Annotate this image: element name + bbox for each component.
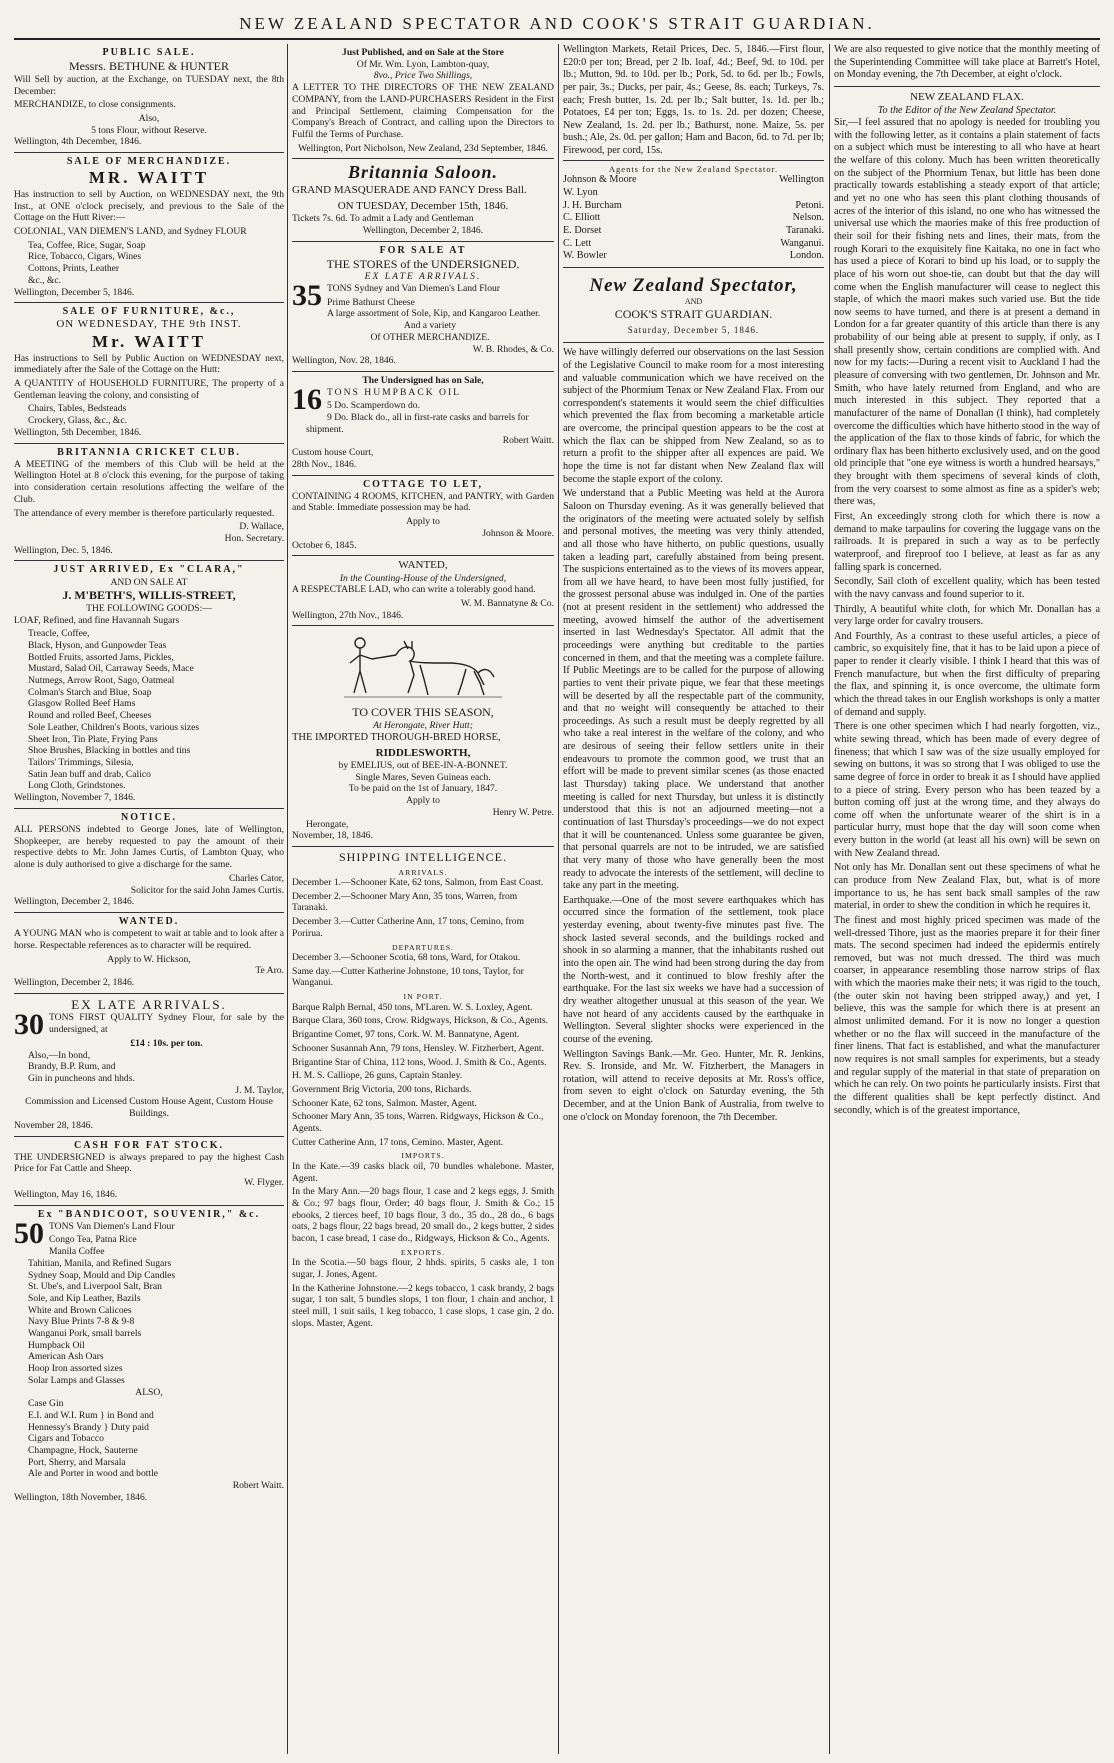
shipping-entry: Brigantine Star of China, 112 tons, Wood. J. Smith & Co., Agents. <box>292 1056 547 1068</box>
list-item: Sydney Soap, Mould and Dip Candles <box>28 1269 176 1281</box>
agent-row <box>563 200 824 213</box>
list-item: Hennessy's Brandy } Duty paid <box>28 1421 149 1433</box>
quantity-number: 35 <box>292 279 322 313</box>
list-item: American Ash Oars <box>28 1351 104 1363</box>
ad-text: Will Sell by auction, at the Exchange, on TUESDAY next, the 8th December: <box>14 73 284 97</box>
ad-subheading: AND ON SALE AT <box>110 576 188 588</box>
ad-text: A YOUNG MAN who is competent to wait at table and to look after a horse. Respectable references as to character will be required. <box>14 928 284 951</box>
auctioneer: MR. WAITT <box>88 168 210 188</box>
ad-merchandize-sale <box>14 153 284 303</box>
letter-paragraph: Secondly, Sail cloth of excellent quality, which has been tested with the navy canvass and found superior to it. <box>834 576 1100 600</box>
ad-furniture-sale <box>14 303 284 443</box>
ad-date: November, 18, 1846. <box>292 830 373 842</box>
ad-heading: BRITANNIA CRICKET CLUB. <box>57 446 241 458</box>
list-item: Tea, Coffee, Rice, Sugar, Soap <box>28 239 146 251</box>
list-item: Sole Leather, Children's Boots, various sizes <box>28 721 200 733</box>
ad-heading: PUBLIC SALE. <box>102 47 196 58</box>
list-item: Prime Bathurst Cheese <box>327 296 415 308</box>
ad-date: Wellington, 18th November, 1846. <box>14 1491 148 1503</box>
list-item: Also,—In bond, <box>28 1049 91 1061</box>
store-name: J. M'BETH'S, WILLIS-STREET, <box>62 588 236 603</box>
ad-subheading: ON WEDNESDAY, THE 9th INST. <box>56 318 242 331</box>
shipping-entry: Government Brig Victoria, 200 tons, Richards. <box>292 1083 472 1095</box>
ad-text: A RESPECTABLE LAD, who can write a tolerably good hand. <box>292 584 536 596</box>
list-item: E.I. and W.I. Rum } in Bond and <box>28 1409 154 1421</box>
ad-text: TONS Van Diemen's Land Flour <box>49 1220 175 1232</box>
column-rule <box>287 44 288 1754</box>
item-list <box>14 403 284 426</box>
list-item: Crockery, Glass, &c., &c. <box>28 415 128 427</box>
horse-and-groom-illustration <box>338 633 508 701</box>
letter-paragraph: Sir,—I feel assured that no apology is needed for troubling you with the following letter, as it contains a plain statement of facts on a subject which must be interesting to all who have at heart the welfare of this colony. Much has been written theoretically on the subject of the Phormium Tenax, but little has been done practically towards establishing a steady export of that article; and yet no one who has seen this plant clothing thousands of acres of the interior of this island, no one who has witnessed the universal use which the maories make of this free production of their soil for their fishing nets and lines, their mats, from the rough Korari to the exquisitely fine Kaitaka, no one in fact who has used a piece of Korari to bind up his load, or to supply the place of his worn out shoe-tie, can doubt but that the day will come when the English manufacturer will cease to neglect this staple, of which the maori makes such varied use. But the tide now seems to have turned, and there is at present a demand in London for a far greater quantity of this article than there is any probability of our being able at present to supply, if only, as I shall presently show, certain conditions are complied with. And now for my facts:—During a recent visit to Auckland I had the pleasure of conversing with two gentlemen, Dr. Johnson and Mr. Smith, who have lately returned from England, and who are much interested in this subject. They reported that a manufacturer of the name of Donallan (I think), had completely overcome the difficulties which have hitherto stood in the way of the application of the flax to those kinds of fabric, for which the ordinary flax has been hitherto exclusively used, and on the good old principle that "one eye witness is worth a hundred hearsays," they brought with them specimens of several kinds of cloth, from the very coarsest to some almost as fine as a spider's web; there was, <box>834 117 1100 508</box>
list-item: Satin Jean buff and drab, Calico <box>28 768 151 780</box>
ad-heading: Britannia Saloon. <box>347 162 499 183</box>
shipping-entry: H. M. S. Calliope, 26 guns, Captain Stanley. <box>292 1070 463 1082</box>
item-list <box>14 628 284 792</box>
ad-heading: The Undersigned has on Sale, <box>362 374 484 386</box>
agent-place: Wellington <box>778 174 824 186</box>
column-rule <box>829 44 830 1754</box>
ad-public-sale <box>14 44 284 153</box>
ad-heading: WANTED, <box>398 559 448 572</box>
shipping-entry: Barque Ralph Bernal, 450 tons, M'Laren. W. S. Loxley, Agent. <box>292 1001 533 1013</box>
quantity-number: 16 <box>292 382 322 416</box>
ad-subheading: Of Mr. Wm. Lyon, Lambton-quay, <box>356 58 490 70</box>
list-item: &c., &c. <box>28 274 62 286</box>
list-item: Case Gin <box>28 1398 64 1410</box>
ad-date: Wellington, May 16, 1846. <box>14 1188 118 1200</box>
column-2 <box>292 44 554 1754</box>
shipping-entry: Cutter Catherine Ann, 17 tons, Cemino. Master, Agent. <box>292 1136 504 1148</box>
list-item: Cottons, Prints, Leather <box>28 263 120 275</box>
editorial-paragraph: We have willingly deferred our observations on the last Session of the Legislative Council to make room for a most interesting and valuable communication which we have received on the subject of the Phormium Tenax or New Zealand Flax. From our correspondent's statements it would seem the chief difficulties which prevented the flax from becoming a marketable article are overcome, the principal question appears to be the cost at which the flax can be shipped from New Zealand, so as to return a profit to the shipper after all expences are paid. We hope the time is not far distant when New Zealand flax will become the staple export of the colony. <box>563 347 824 485</box>
agent-row <box>563 174 824 187</box>
price: 8vo., Price Two Shillings, <box>373 70 473 82</box>
shipping-entry: Schooner Kate, 62 tons, Salmon. Master, Agent. <box>292 1097 477 1109</box>
ad-text: Herongate, <box>306 818 349 830</box>
ad-text: by EMELIUS, out of BEE-IN-A-BONNET. <box>338 760 508 772</box>
paper-title-and: AND <box>684 297 703 307</box>
editorial-paragraph: We are also requested to give notice that the monthly meeting of the Superintending Committee will take place at Barrett's Hotel, on Monday evening, the 7th December, at eight o'clock. <box>834 44 1100 81</box>
ad-date: November 28, 1846. <box>14 1119 93 1131</box>
agent-row <box>563 250 824 263</box>
ad-heading: FOR SALE AT <box>379 244 467 256</box>
ad-date: Wellington, December 2, 1846. <box>14 896 135 908</box>
shipping-entry: December 3.—Cutter Catherine Ann, 17 tons, Cemino, from Porirua. <box>292 916 525 939</box>
ad-date: 28th Nov., 1846. <box>292 458 357 470</box>
ad-text: Custom house Court, <box>292 447 374 459</box>
list-item: Sheet Iron, Tin Plate, Frying Pans <box>28 733 158 745</box>
shipping-entry: Barque Clara, 360 tons, Crow. Ridgways, Hickson, & Co., Agents. <box>292 1015 548 1027</box>
shipping-entry: Same day.—Cutter Katherine Johnstone, 10 tons, Taylor, for Wanganui. <box>292 965 524 989</box>
ad-heading: JUST ARRIVED, Ex "CLARA," <box>53 564 245 576</box>
ad-heading: WANTED. <box>118 915 180 927</box>
ad-wanted <box>14 913 284 994</box>
list-item: A large assortment of Sole, Kip, and Kangaroo Leather. <box>327 308 541 320</box>
list-item: St. Ube's, and Liverpool Salt, Bran <box>28 1281 162 1293</box>
price: £14 : 10s. per ton. <box>130 1037 203 1049</box>
ad-subheading: THE STORES of the UNDERSIGNED. <box>326 256 520 271</box>
ad-cottage <box>292 476 554 557</box>
shipping-intelligence <box>292 847 554 1336</box>
ad-text: ALL PERSONS indebted to George Jones, late of Wellington, Shopkeeper, are hereby requested to pay the amount of their respective debts to Mr. John James Curtis, of Lambton Quay, who alone is duly authorised to give a discharge for the same. <box>14 824 284 871</box>
ad-britannia-saloon <box>292 159 554 241</box>
market-prices: Wellington Markets, Retail Prices, Dec. 5, 1846.—First flour, £20:0 per ton; Bread, per 2 lb. loaf, 4d.; Beef, 9d. to 10d. per lb.; Mutton, 9d. to 10d. per lb.; Pork, 5d. to 6d. per lb.; Fowls, per pair, 3s.; Ducks, per pair, 4s.; Geese, 8s. each; Turkeys, 7s. each; Fresh butter, 1s. 2d. per lb.; Salt butter, 1s. 1d. per lb.; Potatoes, £4 per ton; Eggs, 1s. to 1s. 2d. per dozen; Cheese, New Zealand, 1s. 2d. per lb.; Bathurst, none. Maize, 5s. per bush.; Ale, 2s. 0d. per gallon; Ham and Bacon, 6d. to 7d. per lb; Firewood, per cord, 15s. <box>563 44 824 157</box>
agent-name: W. Lyon <box>563 186 598 198</box>
letter-paragraph: And Fourthly, As a contrast to these useful articles, a piece of cambric, so exquisitely fine, that it has to be laid upon a piece of paper to render it clearly visible. I think I heard that this was of French manufacture, but when the first difficulty of preparing the flax, and spinning it, is once overcome, the ultimate form which the thread takes in our English workshops is only a matter of demand and supply. <box>834 630 1100 718</box>
list-item: Tahitian, Manila, and Refined Sugars <box>28 1257 172 1269</box>
shipping-entry: December 1.—Schooner Kate, 62 tons, Salmon, from East Coast. <box>292 877 544 889</box>
ad-clara <box>14 561 284 808</box>
item-list <box>14 240 284 287</box>
list-item: 9 Do. Black do., all in first-rate casks and barrels for shipment. <box>306 412 529 435</box>
ad-date: Wellington, Dec. 5, 1846. <box>14 544 113 556</box>
ad-cricket-club <box>14 444 284 562</box>
item-list <box>292 400 554 435</box>
ad-date: Wellington, 4th December, 1846. <box>14 136 142 148</box>
ad-text: THE IMPORTED THOROUGH-BRED HORSE, <box>292 731 501 743</box>
list-item: Bottled Fruits, assorted Jams, Pickles, <box>28 651 174 663</box>
list-item: Treacle, Coffee, <box>28 628 90 640</box>
subsection-label: IMPORTS. <box>401 1151 445 1161</box>
list-item: Long Cloth, Grindstones. <box>28 780 126 792</box>
agent-row <box>563 212 824 225</box>
ad-text: 5 tons Flour, without Reserve. <box>91 124 207 136</box>
quantity-number: 50 <box>14 1216 44 1250</box>
shipping-entry: In the Scotia.—50 bags flour, 2 hhds. spirits, 5 casks ale, 1 ton sugar, J. Jones, Agent. <box>292 1257 554 1281</box>
paper-title: New Zealand Spectator, <box>589 274 798 296</box>
agent-name: J. H. Burcham <box>563 199 622 211</box>
editorial-paragraph: Wellington Savings Bank.—Mr. Geo. Hunter, Mr. R. Jenkins, Rev. S. Ironside, and Mr. W. Fitzherbert, the Managers in rotation, will attend to receive deposits at Mr. Ross's office, from seven to eight o'clock on Saturday evening, the 5th December, and at the Union Bank of Australia, from twelve to one o'clock on Monday forenoon, the 7th December. <box>563 1048 824 1123</box>
ad-text: TONS Sydney and Van Diemen's Land Flour <box>327 283 500 295</box>
ad-date: Wellington, December 5, 1846. <box>14 286 135 298</box>
shipping-entry: In the Katherine Johnstone.—2 kegs tobacco, 1 cask brandy, 2 bags sugar, 1 ton salt, 5 bundles slops, 1 ton flour, 1 chain and anchor, 1 steel mill, 1 suit sails, 1 keg tobacco, 1 case slops, 1 case gin, 2 do. slops. Master, Agent. <box>292 1282 554 1329</box>
ad-cash-fat-stock <box>14 1137 284 1206</box>
ad-late-arrivals <box>14 994 284 1137</box>
ad-heading: EX LATE ARRIVALS. <box>71 996 227 1012</box>
list-item: Champagne, Hock, Sauterne <box>28 1445 138 1457</box>
ad-text: GRAND MASQUERADE AND FANCY Dress Ball. <box>292 184 527 197</box>
subsection-label: DEPARTURES. <box>391 942 455 952</box>
ad-date: Wellington, 5th December, 1846. <box>14 426 142 438</box>
ad-text: Apply to <box>406 516 440 528</box>
ad-heading: NOTICE. <box>121 811 177 823</box>
ad-text: A LETTER TO THE DIRECTORS OF THE NEW ZEALAND COMPANY, from the LAND-PURCHASERS Resident in the First and Principal Settlement, claiming Compensation for the Company's Breach of Contract, and calling upon the Directors to Fulfil the Terms of Purchase. <box>292 82 554 140</box>
ad-heading: COTTAGE TO LET, <box>362 478 484 490</box>
auctioneer: Messrs. BETHUNE & HUNTER <box>69 59 229 74</box>
ad-heading: CASH FOR FAT STOCK. <box>73 1139 225 1151</box>
agent-row <box>563 187 824 200</box>
list-item: Round and rolled Beef, Cheeses <box>28 710 152 722</box>
ad-humpback-oil <box>292 372 554 476</box>
ad-subheading: In the Counting-House of the Undersigned, <box>339 572 507 584</box>
shipping-entry: In the Kate.—39 casks black oil, 70 bundles whalebone. Master, Agent. <box>292 1160 554 1184</box>
agent-place: Taranaki. <box>785 224 824 236</box>
editorial-paragraph: Earthquake.—One of the most severe earthquakes which has occurred since the formation of the settlement, took place yesterday evening, about twenty-five minutes past five. The shock lasted several seconds, and the buildings rocked and shook in so alarming a manner, that the inhabitants rushed out into the open air. The wind had been strong during the day from the North-west, and it continued to blow freshly after the earthquake. For the last six weeks we have had a succession of dry weather altogether unusual at this season of the year. We have not heard of any accidents caused by the earthquake in Wellington. Several slighter shocks were experienced in the course of the evening. <box>563 894 824 1045</box>
letter-addressee: To the Editor of the New Zealand Spectator. <box>877 104 1057 116</box>
ad-date: Wellington, 27th Nov., 1846. <box>292 609 404 621</box>
ad-text: THE UNDERSIGNED is always prepared to pay the highest Cash Price for Fat Cattle and Sheep. <box>14 1151 284 1175</box>
ad-heading: TO COVER THIS SEASON, <box>352 705 494 720</box>
masthead-rule <box>14 38 1100 40</box>
ad-signer: Robert Waitt. <box>232 1480 284 1492</box>
agent-name: E. Dorset <box>563 224 602 236</box>
ad-letter-published <box>292 44 554 159</box>
ad-signer: Henry W. Petre. <box>492 806 554 818</box>
letter-paragraph: First, An exceedingly strong cloth for which there is now a demand to make tarpaulins for covering the luggage vans on the railroads. It is prepared in such a way as to be perfectly waterproof, and fireproof too I believe, at least as far as any falling spark is concerned. <box>834 511 1100 573</box>
editorial-masthead <box>563 268 824 343</box>
ad-date: October 6, 1845. <box>292 539 357 551</box>
list-item: Solar Lamps and Glasses <box>28 1374 125 1386</box>
shipping-entry: Brigantine Comet, 97 tons, Cork. W. M. Bannatyne, Agent. <box>292 1029 520 1041</box>
ad-date: Wellington, December 2, 1846. <box>362 224 484 236</box>
letter-paragraph: Thirdly, A beautiful white cloth, for which Mr. Donallan has a very large order for cavalry trousers. <box>834 603 1100 628</box>
ad-signer: W. M. Bannatyne & Co. <box>460 598 554 610</box>
ad-notice <box>14 809 284 913</box>
ad-text: Tickets 7s. 6d. To admit a Lady and Gentleman <box>292 213 474 225</box>
ad-subheading: THE FOLLOWING GOODS:— <box>86 602 212 614</box>
ad-text: Has instructions to Sell by Public Auction on WEDNESDAY next, immediately after the Sale of the Cottage on the Hutt: <box>14 352 284 376</box>
ad-text: The attendance of every member is therefore particularly requested. <box>14 507 275 519</box>
column-1 <box>14 44 284 1754</box>
item-list <box>14 1050 284 1085</box>
ad-signer: Charles Cator, <box>228 872 284 884</box>
subsection-label: IN PORT. <box>403 992 443 1002</box>
letter-paragraph: There is one other specimen which I had nearly forgotten, viz., white sewing thread, which has been made of every degree of fineness; that which I saw was of the size usually employed for sewing on buttons, it was so strong that I was obliged to use the same degree of force in order to break it as I should have applied to a piece of string. Every person who has been teazed by a button coming off just at the wrong time, and they always do come off when the unfortunate wearer of the shirt is in a particular hurry, must hope that the day will soon come when every button in the world (at least all his own) will be sewn on with New Zealand thread. <box>834 721 1100 859</box>
subsection-label: EXPORTS. <box>400 1247 446 1257</box>
shipping-entry: In the Mary Ann.—20 bags flour, 1 case and 2 kegs eggs, J. Smith & Co.; 97 bags flour, Order; 40 bags flour, J. Smith & Co.; 15 ebooks, 2 tierces beef, 10 bags flour, 3 do., 35 do., 28 do., 6 bags oats, 2 bags flour, 22 bags bread, 20 small do., 2 kegs butter, 2 sides bacon, 1 case bread, 1 case do., Ridgways, Hickson & Co., Agents. <box>292 1186 554 1245</box>
ad-date: Wellington, December 2, 1846. <box>14 976 135 988</box>
ad-signer: Apply to W. Hickson, <box>107 953 191 965</box>
list-item: Chairs, Tables, Bedsteads <box>28 403 127 415</box>
ad-role: Te Aro. <box>255 965 284 977</box>
item-list <box>292 297 554 344</box>
ad-text: Also, <box>138 112 160 124</box>
agent-place: Wanganui. <box>780 237 824 249</box>
column-3 <box>563 44 824 1754</box>
subsection-label: ARRIVALS. <box>398 867 448 877</box>
list-item: And a variety <box>403 320 457 332</box>
event-date: ON TUESDAY, December 15th, 1846. <box>337 199 509 212</box>
ad-text: MERCHANDIZE, to close consignments. <box>14 99 176 111</box>
list-item: Congo Tea, Patna Rice <box>49 1234 137 1246</box>
list-item: Port, Sherry, and Marsala <box>28 1456 126 1468</box>
agents-heading: Agents for the New Zealand Spectator. <box>608 163 779 174</box>
issue-date: Saturday, December 5, 1846. <box>627 325 760 336</box>
ad-text: CONTAINING 4 ROOMS, KITCHEN, and PANTRY, with Garden and Stable. Immediate possession may be had. <box>292 490 554 514</box>
ad-role: Hon. Secretary. <box>224 532 284 544</box>
agent-row <box>563 225 824 238</box>
masthead: NEW ZEALAND SPECTATOR AND COOK'S STRAIT GUARDIAN. <box>239 14 875 33</box>
list-item: Brandy, B.P. Rum, and <box>28 1061 116 1073</box>
divider <box>834 86 1100 87</box>
auctioneer: Mr. WAITT <box>92 331 206 351</box>
ad-text: A QUANTITY of HOUSEHOLD FURNITURE, The property of a Gentleman leaving the colony, and consisting of <box>14 378 284 401</box>
ad-signer: Johnson & Moore. <box>482 527 554 539</box>
ad-signer: W. B. Rhodes, & Co. <box>472 343 554 355</box>
list-item: Nutmegs, Arrow Root, Sago, Oatmeal <box>28 675 175 687</box>
letter-paragraph: The finest and most highly priced specimen was made of the well-dressed Tihore, just as the maories prepare it for their finer mats. The second specimen had indeed the epidermis entirely removed, but was not much dressed. The third was much coarser, in appearance resembling those narrow strips of flax with which the maories make their nets; it was rigid to the touch, (the outer skin not having been stripped away,) and yet, I believe, this was the sample for which there is at present an almost unlimited demand. For it is now no longer a question whether or no the flax will succeed in the manufacture of the finer linens. That fact is established, and what the manufacturer now requires is not small samples for experiments, but a steady and regular supply of the material in that state of preparation on which he can rely. On two points he particularly insists. First that the different qualities shall be kept perfectly distinct. And secondly, which is of the greatest importance, <box>834 914 1100 1116</box>
list-item: Sole, and Kip Leather, Bazils <box>28 1292 141 1304</box>
ad-text: LOAF, Refined, and fine Havannah Sugars <box>14 614 180 626</box>
column-4 <box>834 44 1100 1754</box>
editorial-paragraph: We understand that a Public Meeting was held at the Aurora Saloon on Thursday evening. As it was generally believed that the originators of the meeting were actuated solely by selfish and personal motives, the meeting was very thinly attended, and all those who have hitherto, on public questions, usually taken a leading part, carefully abstained from being present. The suspicions entertained as to the views of its movers appear, from all we have heard, to have been most fully justified, for the grossest personal abuse was indulged in. One of the parties (not at present resident in the settlement) who addressed the meeting, avowed himself the author of the advertisement inserted in last Wednesday's Spectator. All admit that the proceedings were anything but creditable to the parties concerned in them, and that the meeting was a complete failure. If Public Meetings are to be called for the purpose of allowing parties to vent their private pique, we fear that these meetings will be deserted by all the respectable part of the community, and that no weight will consequently be attached to their proceedings. As such a result must be deeply regretted by all who take a real interest in the welfare of the colony, and who are desirous of seeing their fellow settlers unite in their endeavours to promote the common good, we trust that an effort will be made to prevent similar scenes (as those enacted last Thursday) taking place. We understand that another meeting is called for next Thursday, but unless it is distinctly understood that this is not an adjourned meeting—not a continuation of last Thursday's proceedings—we do not expect that it will be countenanced. Unless some guarantee be given, that personal quarrels are not to be intruded, we are satisfied that very many of those who have generally been the most ready to advocate the interests of the settlement, will decline to take any part in the meeting. <box>563 488 824 892</box>
column-rule <box>558 44 559 1754</box>
ad-bandicoot <box>14 1206 284 1508</box>
ad-heading: Just Published, and on Sale at the Store <box>342 47 504 58</box>
ad-role: Solicitor for the said John James Curtis. <box>130 884 284 896</box>
ad-heading: SALE OF MERCHANDIZE. <box>66 156 232 168</box>
agent-place: Nelson. <box>792 212 824 224</box>
agents-list <box>563 160 824 268</box>
ad-date: Wellington, Port Nicholson, New Zealand, 23d September, 1846. <box>298 142 548 154</box>
quantity-number: 30 <box>14 1008 44 1042</box>
shipping-entry: Schooner Mary Ann, 35 tons, Warren. Ridgways, Hickson & Co., Agents. <box>292 1111 544 1135</box>
ad-role: Commission and Licensed Custom House Agent, Custom House Buildings. <box>25 1096 273 1120</box>
ad-text: TONS FIRST QUALITY Sydney Flour, for sale by the undersigned, at <box>49 1012 284 1036</box>
ad-text: Apply to <box>406 795 440 807</box>
agent-place: London. <box>789 250 824 262</box>
item-list <box>14 1234 284 1386</box>
ad-text: ALSO, <box>135 1386 163 1398</box>
list-item: Glasgow Rolled Beef Hams <box>28 698 136 710</box>
ad-heading: Ex "BANDICOOT, SOUVENIR," &c. <box>37 1208 261 1220</box>
ad-text: COLONIAL, VAN DIEMEN'S LAND, and Sydney FLOUR <box>14 226 247 238</box>
list-item: Ale and Porter in wood and bottle <box>28 1468 159 1480</box>
list-item: Mustard, Salad Oil, Carraway Seeds, Mace <box>28 663 194 675</box>
ad-wanted-lad <box>292 556 554 626</box>
agent-row <box>563 238 824 251</box>
list-item: Tailors' Trimmings, Silesia, <box>28 757 134 768</box>
ad-subheading: EX LATE ARRIVALS. <box>364 271 482 283</box>
ad-subheading: At Herongate, River Hutt; <box>373 720 473 732</box>
agent-name: C. Elliott <box>563 212 601 224</box>
horse-name: RIDDLESWORTH, <box>375 746 471 759</box>
list-item: Shoe Brushes, Blacking in bottles and tins <box>28 745 191 757</box>
list-item: Black, Hyson, and Gunpowder Teas <box>28 639 167 651</box>
section-heading: SHIPPING INTELLIGENCE. <box>339 849 507 864</box>
ad-signer: Robert Waitt. <box>502 435 554 447</box>
list-item: Gin in puncheons and hhds. <box>28 1073 135 1084</box>
agent-name: C. Lett <box>563 237 592 249</box>
list-item: Hoop Iron assorted sizes <box>28 1363 123 1375</box>
ad-text: To be paid on the 1st of January, 1847. <box>348 783 498 795</box>
agent-place: Petoni. <box>795 199 824 211</box>
ad-text: Single Mares, Seven Guineas each. <box>355 771 491 783</box>
shipping-entry: Schooner Susannah Ann, 79 tons, Hensley. W. Fitzherbert, Agent. <box>292 1042 544 1054</box>
ad-signer: W. Flyger. <box>244 1177 284 1189</box>
ad-date: Wellington, November 7, 1846. <box>14 792 136 804</box>
agent-name: W. Bowler <box>563 250 607 262</box>
list-item: White and Brown Calicoes <box>28 1304 132 1316</box>
shipping-entry: December 3.—Schooner Scotia, 68 tons, Ward, for Otakou. <box>292 952 521 964</box>
list-item: Colman's Starch and Blue, Soap <box>28 686 152 698</box>
list-item: Rice, Tobacco, Cigars, Wines <box>28 251 142 263</box>
ad-signer: D. Wallace, <box>239 521 284 533</box>
ad-stud-horse <box>292 626 554 846</box>
ad-heading: SALE OF FURNITURE, &c., <box>62 306 236 318</box>
paper-subtitle: COOK'S STRAIT GUARDIAN. <box>614 307 773 322</box>
letter-paragraph: Not only has Mr. Donallan sent out these specimens of what he can produce from New Zealand Flax, but, what is of more importance to us, he has sent back small samples of the raw material, in order to shew the condition in which he requires it. <box>834 862 1100 912</box>
ad-text: TONS HUMPBACK OIL <box>327 386 462 398</box>
ad-text: Has instruction to sell by Auction, on WEDNESDAY next, the 9th Inst., at ONE o'clock precisely, and previous to the Sale of the Cottage on the Hutt River:— <box>14 188 284 224</box>
agent-name: Johnson & Moore <box>563 174 637 186</box>
list-item: Cigars and Tobacco <box>28 1433 104 1445</box>
ad-signer: J. M. Taylor, <box>235 1084 284 1096</box>
ad-date: Wellington, Nov. 28, 1846. <box>292 355 396 367</box>
list-item: Wanganui Pork, small barrels <box>28 1328 142 1340</box>
list-item: Manila Coffee <box>49 1246 105 1258</box>
item-list <box>14 1398 284 1480</box>
letter-heading: NEW ZEALAND FLAX. <box>910 90 1024 103</box>
ad-for-sale-stores <box>292 242 554 372</box>
list-item: Navy Blue Prints 7-8 & 9-8 <box>28 1316 135 1328</box>
list-item: Humpback Oil <box>28 1339 85 1351</box>
list-item: 5 Do. Scamperdown do. <box>327 400 420 412</box>
ad-text: A MEETING of the members of this Club will be held at the Wellington Hotel at 8 o'clock this evening, for the purpose of taking into consideration certain resolutions affecting the welfare of the Club. <box>14 458 284 505</box>
shipping-entry: December 2.—Schooner Mary Ann, 35 tons, Warren, from Taranaki. <box>292 890 518 914</box>
list-item: Of OTHER MERCHANDIZE. <box>370 331 490 343</box>
